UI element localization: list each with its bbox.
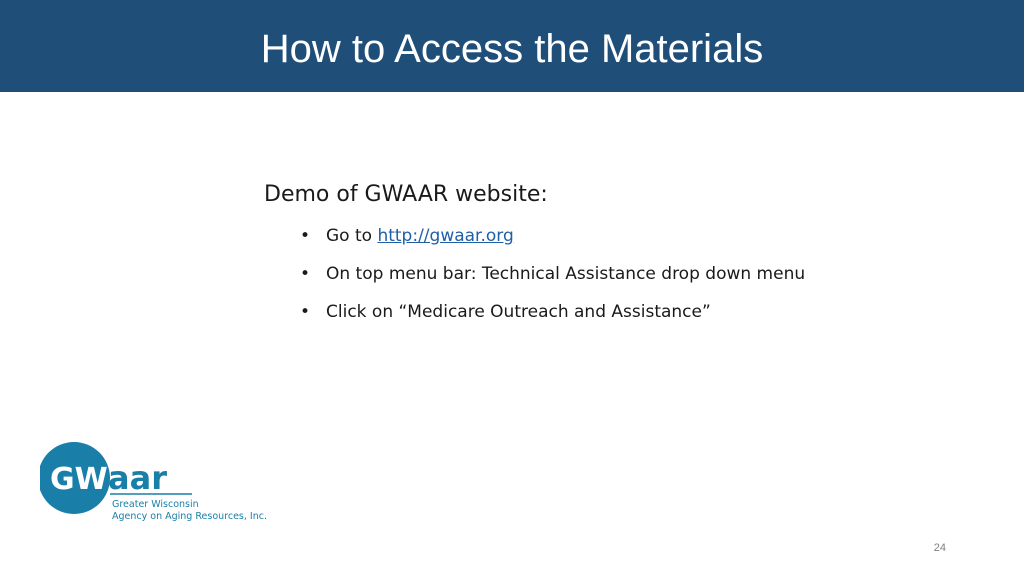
bullet-text: Click on “Medicare Outreach and Assistance” bbox=[326, 302, 711, 322]
title-bar bbox=[0, 0, 1024, 92]
list-item bbox=[300, 224, 904, 248]
intro-text: Demo of GWAAR website: bbox=[264, 182, 548, 207]
bullet-icon: • bbox=[300, 226, 311, 246]
page-number: 24 bbox=[933, 542, 946, 554]
slide-title: How to Access the Materials bbox=[260, 27, 764, 71]
list-item bbox=[300, 262, 904, 286]
bullet-list bbox=[264, 224, 904, 324]
logo-line2: Agency on Aging Resources, Inc. bbox=[112, 511, 267, 522]
logo-aar-text: aar bbox=[108, 459, 167, 497]
bullet-text: On top menu bar: Technical Assistance drop down menu bbox=[326, 264, 806, 284]
gwaar-link[interactable]: http://gwaar.org bbox=[377, 226, 514, 246]
logo-gw-text: GW bbox=[50, 462, 108, 497]
gwaar-logo bbox=[40, 440, 280, 530]
bullet-icon: • bbox=[300, 264, 311, 284]
bullet-prefix: Go to bbox=[326, 226, 378, 246]
bullet-icon: • bbox=[300, 302, 311, 322]
logo-line1: Greater Wisconsin bbox=[112, 499, 199, 510]
list-item bbox=[300, 300, 904, 324]
slide-content bbox=[264, 180, 904, 338]
